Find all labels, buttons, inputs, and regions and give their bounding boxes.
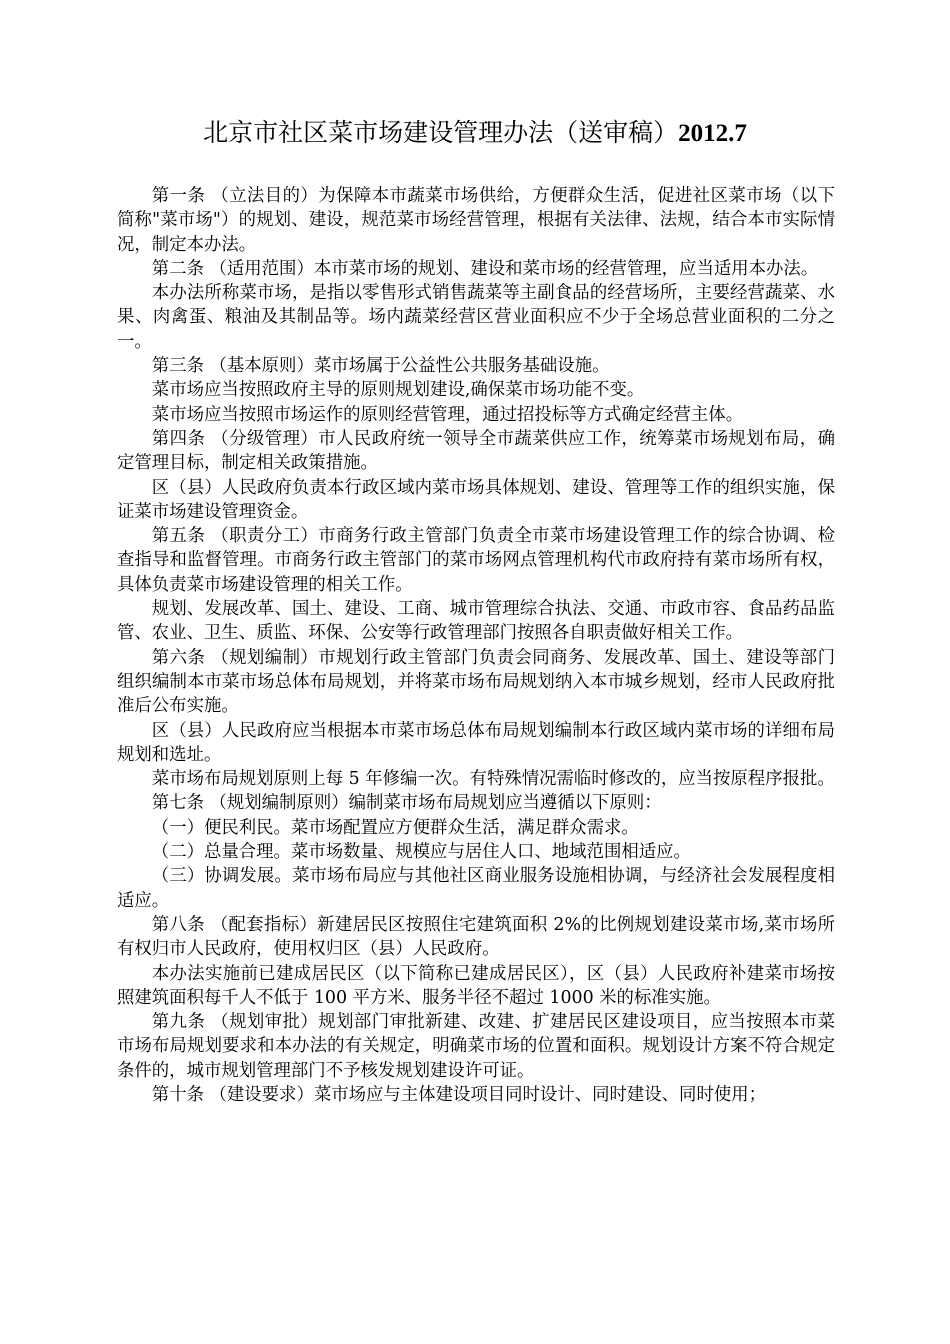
paragraph-article-7: 第七条 （规划编制原则）编制菜市场布局规划应当遵循以下原则： [151,793,662,814]
title-text: 北京市社区菜市场建设管理办法（送审稿） [203,118,679,147]
paragraph: 本办法实施前已建成居民区（以下简称已建成居民区），区（县）人民政府补建菜市场按照建筑面积每千人不低于 100 平方米、服务半径不超过 1000 米的标准实施。 [117,963,835,1008]
document-title [0,118,950,149]
title-date: 2012.7 [678,120,747,147]
document-body [117,184,835,1107]
paragraph-article-6: 第六条 （规划编制）市规划行政主管部门负责会同商务、发展改革、国土、建设等部门组织编制本市菜市场总体布局规划，并将菜市场布局规划纳入本市城乡规划，经市人民政府批准后公布实施。 [117,647,835,717]
list-item: （三）协调发展。菜市场布局应与其他社区商业服务设施相协调，与经济社会发展程度相适应。 [117,866,835,911]
paragraph-article-1: 第一条 （立法目的）为保障本市蔬菜市场供给，方便群众生活，促进社区菜市场（以下简称"菜市场"）的规划、建设，规范菜市场经营管理，根据有关法律、法规，结合本市实际情况，制定本办法。 [117,186,835,255]
paragraph: 菜市场应当按照市场运作的原则经营管理，通过招投标等方式确定经营主体。 [151,404,744,425]
paragraph-article-5: 第五条 （职责分工）市商务行政主管部门负责全市菜市场建设管理工作的综合协调、检查指导和监督管理。市商务行政主管部门的菜市场网点管理机构代市政府持有菜市场所有权，具体负责菜市场建设管理的相关工作。 [117,526,835,595]
paragraph: 菜市场应当按照政府主导的原则规划建设,确保菜市场功能不变。 [151,380,645,401]
paragraph-article-2: 第二条 （适用范围）本市菜市场的规划、建设和菜市场的经营管理，应当适用本办法。 [151,258,819,279]
paragraph-article-3: 第三条 （基本原则）菜市场属于公益性公共服务基础设施。 [151,356,610,377]
list-item: （一）便民利民。菜市场配置应方便群众生活，满足群众需求。 [151,817,639,838]
paragraph-article-9: 第九条 （规划审批）规划部门审批新建、改建、扩建居民区建设项目，应当按照本市菜市场布局规划要求和本办法的有关规定，明确菜市场的位置和面积。规划设计方案不符合规定条件的，城市规划管理部门不予核发规划建设许可证。 [117,1012,835,1081]
paragraph: 区（县）人民政府应当根据本市菜市场总体布局规划编制本行政区域内菜市场的详细布局规划和选址。 [117,720,835,765]
paragraph: 区（县）人民政府负责本行政区域内菜市场具体规划、建设、管理等工作的组织实施，保证菜市场建设管理资金。 [117,477,835,522]
paragraph: 本办法所称菜市场，是指以零售形式销售蔬菜等主副食品的经营场所，主要经营蔬菜、水果、肉禽蛋、粮油及其制品等。场内蔬菜经营区营业面积应不少于全场总营业面积的二分之一。 [117,283,835,352]
paragraph-article-4: 第四条 （分级管理）市人民政府统一领导全市蔬菜供应工作，统筹菜市场规划布局，确定管理目标，制定相关政策措施。 [117,428,835,474]
paragraph: 菜市场布局规划原则上每 5 年修编一次。有特殊情况需临时修改的，应当按原程序报批。 [151,769,835,790]
paragraph-article-10: 第十条 （建设要求）菜市场应与主体建设项目同时设计、同时建设、同时使用； [151,1084,767,1105]
paragraph: 规划、发展改革、国土、建设、工商、城市管理综合执法、交通、市政市容、食品药品监管、农业、卫生、质监、环保、公安等行政管理部门按照各自职责做好相关工作。 [117,599,835,644]
list-item: （二）总量合理。菜市场数量、规模应与居住人口、地域范围相适应。 [151,842,691,863]
paragraph-article-8: 第八条 （配套指标）新建居民区按照住宅建筑面积 2%的比例规划建设菜市场,菜市场所有权归市人民政府，使用权归区（县）人民政府。 [117,914,835,960]
